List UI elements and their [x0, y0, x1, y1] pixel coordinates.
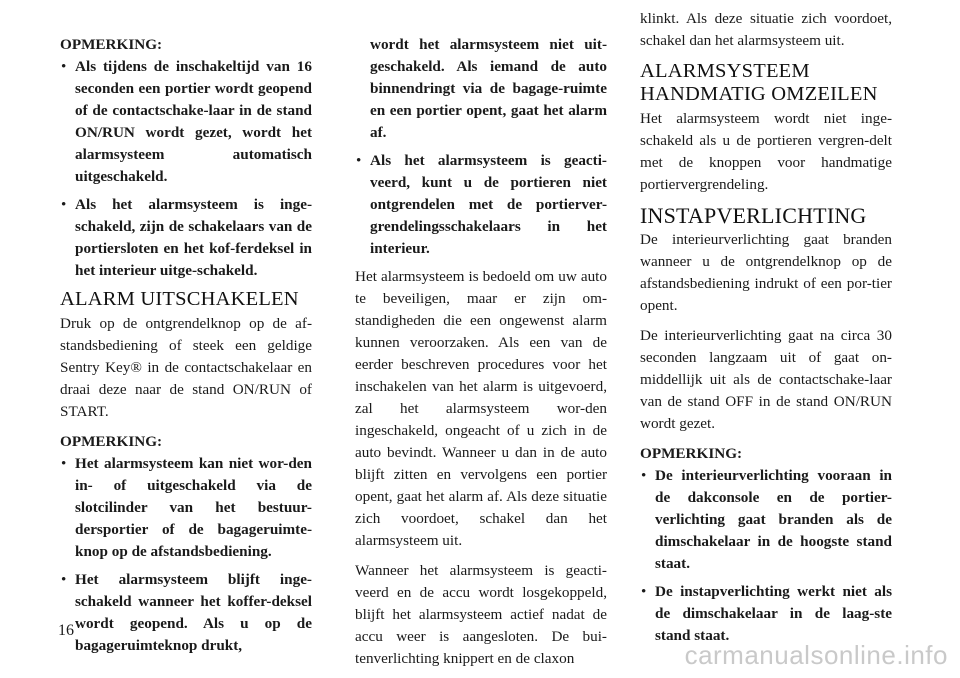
- note-list: [60, 453, 312, 657]
- note-bullet: • Als het alarmsysteem is inge-schakeld, zijn de schakelaars van de portiersloten en het kof-ferdeksel in het interieur uitge-schakeld.: [60, 194, 312, 282]
- column-middle: [355, 34, 607, 678]
- note-bullet: • Als het alarmsysteem is geacti-veerd, kunt u de portieren niet ontgrendelen met de portierver-grendelingsschakelaars in het interieur.: [355, 150, 607, 260]
- paragraph: Het alarmsysteem wordt niet inge-schakeld als u de portieren vergren-delt met de knoppen voor handmatige portiervergrendeling.: [640, 110, 892, 193]
- note-bullet-continued: wordt het alarmsysteem niet uit-geschakeld. Als iemand de auto binnendringt via de bagage-ruimte en een portier opent, gaat het alarm af.: [370, 36, 607, 141]
- paragraph: Het alarmsysteem is bedoeld om uw auto te beveiligen, maar er zijn om-standigheden die een ongewenst alarm kunnen veroorzaken. Als een van de eerder beschreven procedures voor het inschakelen van het alarm is uitgevoerd, zal het alarmsysteem wor-den ingeschakeld, ongeacht of u zich in de auto bevindt. Wanneer u dan in de auto blijft zitten en vervolgens een portier opent, gaat het alarm af. Als deze situatie zich voordoet, schakel dan het alarmsysteem uit.: [355, 268, 607, 549]
- section-heading-instapverlichting: INSTAPVERLICHTING: [640, 203, 867, 228]
- section-heading-alarm-uitschakelen: ALARM UITSCHAKELEN: [60, 288, 299, 310]
- note-label: OPMERKING:: [60, 433, 163, 450]
- heading-line: HANDMATIG OMZEILEN: [640, 83, 878, 105]
- paragraph: De interieurverlichting gaat na circa 30 seconden langzaam uit of gaat on-middellijk uit als de contactschake-laar van de stand OFF in de stand ON/RUN wordt gezet.: [640, 327, 892, 432]
- note-bullet: • Het alarmsysteem blijft inge-schakeld wanneer het koffer-deksel wordt geopend. Als u op de bagageruimteknop drukt,: [60, 569, 312, 657]
- note-list: [640, 465, 892, 647]
- note-bullet: • De interieurverlichting vooraan in de dakconsole en de portier-verlichting gaat branden als de dimschakelaar in de hoogste stand staat.: [640, 465, 892, 575]
- column-left: [60, 34, 312, 663]
- note-list: [60, 56, 312, 282]
- paragraph: Wanneer het alarmsysteem is geacti-veerd en de accu wordt losgekoppeld, blijft het alarmsysteem actief nadat de accu weer is aangesloten. De bui-tenverlichting knippert en de claxon: [355, 562, 607, 667]
- note-label: OPMERKING:: [60, 36, 163, 53]
- section-heading-alarmsysteem-omzeilen: [640, 60, 892, 106]
- paragraph: Druk op de ontgrendelknop op de af-standsbediening of steek een geldige Sentry Key® in de contactschakelaar en draai deze naar de stand ON/RUN of START.: [60, 315, 312, 420]
- note-label: OPMERKING:: [640, 445, 743, 462]
- column-right: [640, 8, 892, 653]
- page-number: 16: [58, 622, 74, 639]
- note-bullet: • De instapverlichting werkt niet als de dimschakelaar in de laag-ste stand staat.: [640, 581, 892, 647]
- note-list: [355, 150, 607, 260]
- heading-line: ALARMSYSTEEM: [640, 60, 810, 82]
- paragraph-continued: klinkt. Als deze situatie zich voordoet, schakel dan het alarmsysteem uit.: [640, 10, 892, 49]
- note-bullet: • Het alarmsysteem kan niet wor-den in- of uitgeschakeld via de slotcilinder van het bestuur-dersportier of de bagageruimte-knop op de afstandsbediening.: [60, 453, 312, 563]
- paragraph: De interieurverlichting gaat branden wanneer u de ontgrendelknop op de afstandsbediening indrukt of een por-tier opent.: [640, 231, 892, 314]
- note-bullet: • Als tijdens de inschakeltijd van 16 seconden een portier wordt geopend of de contactschake-laar in de stand ON/RUN wordt gezet, wordt het alarmsysteem automatisch uitgeschakeld.: [60, 56, 312, 188]
- note-list-continued: [355, 34, 607, 144]
- watermark: carmanualsonline.info: [684, 640, 948, 670]
